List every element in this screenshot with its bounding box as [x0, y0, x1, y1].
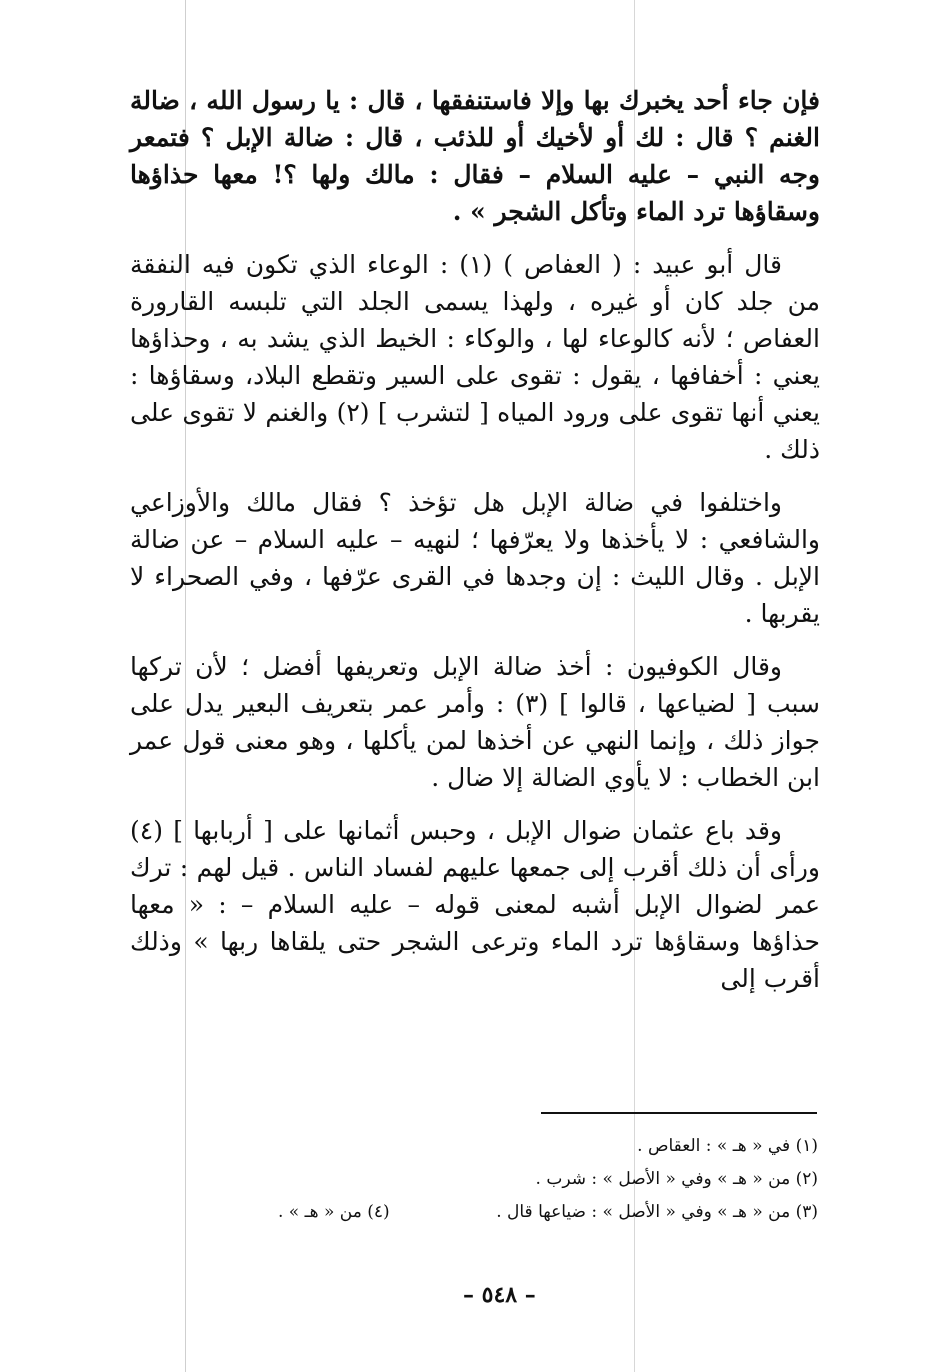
paragraph-abu-ubaid: قال أبو عبيد : ( العفاص ) (١) : الوعاء الذي تكون فيه النفقة من جلد كان أو غيره ، ولهذا يسمى الجلد التي تلبسه القارورة العفاص ؛ لأنه كالوعاء لها ، والوكاء : الخيط الذي يشد به ، وحذاؤها يعني : أخفافها ، يقول : تقوى على السير وتقطع البلاد، وسقاؤها : يعني أنها تقوى على ورود المياه [ لتشرب ] (٢) والغنم لا تقوى على ذلك .: [130, 250, 821, 464]
paragraph-kufans: وقال الكوفيون : أخذ ضالة الإبل وتعريفها أفضل ؛ لأن تركها سبب [ لضياعها ، قالوا ] (٣) : وأمر عمر بتعريف البعير يدل على جواز ذلك ، وإنما النهي عن أخذها لمن يأكلها ، وهو معنى قول عمر ابن الخطاب : لا يأوي الضالة إلا ضال .: [130, 652, 820, 792]
page-number: – ٥٤٨ –: [463, 1282, 536, 1308]
footnote-2: (٢) من « هـ » وفي « الأصل » : شرب .: [535, 1169, 818, 1189]
footnote-row: [128, 1163, 818, 1196]
paragraph-disagreement: واختلفوا في ضالة الإبل هل تؤخذ ؟ فقال مالك والأوزاعي والشافعي : لا يأخذها ولا يعرّفها ؛ لنهيه – عليه السلام – عن ضالة الإبل . وقال الليث : إن وجدها في القرى عرّفها ، وفي الصحراء لا يقربها .: [130, 488, 820, 628]
footnotes: [128, 1130, 818, 1229]
footnote-4: (٤) من « هـ » .: [278, 1202, 390, 1222]
footnote-row: [128, 1196, 818, 1229]
paragraph-hadith-quote: فإن جاء أحد يخبرك بها وإلا فاستنفقها ، قال : يا رسول الله ، ضالة الغنم ؟ قال : لك أو لأخيك أو للذئب ، قال : ضالة الإبل ؟ فتمعر وجه النبي – عليه السلام – فقال : مالك ولها ؟! معها حذاؤها وسقاؤها ترد الماء وتأكل الشجر » .: [130, 86, 820, 226]
footnote-3: (٣) من « هـ » وفي « الأصل » : ضياعها قال .: [496, 1202, 818, 1222]
paragraph-uthman: وقد باع عثمان ضوال الإبل ، وحبس أثمانها على [ أربابها ] (٤) ورأى أن ذلك أقرب إلى جمعها عليهم لفساد الناس . قيل لهم : ترك عمر لضوال الإبل أشبه لمعنى قوله – عليه السلام – : « معها حذاؤها وسقاؤها ترد الماء وترعى الشجر حتى يلقاها ربها » وذلك أقرب إلى: [130, 816, 820, 993]
main-text: [130, 82, 820, 1013]
footnote-1: (١) في « هـ » : العقاص .: [637, 1136, 818, 1156]
footnote-divider: [541, 1112, 817, 1114]
footnote-row: [128, 1130, 818, 1163]
